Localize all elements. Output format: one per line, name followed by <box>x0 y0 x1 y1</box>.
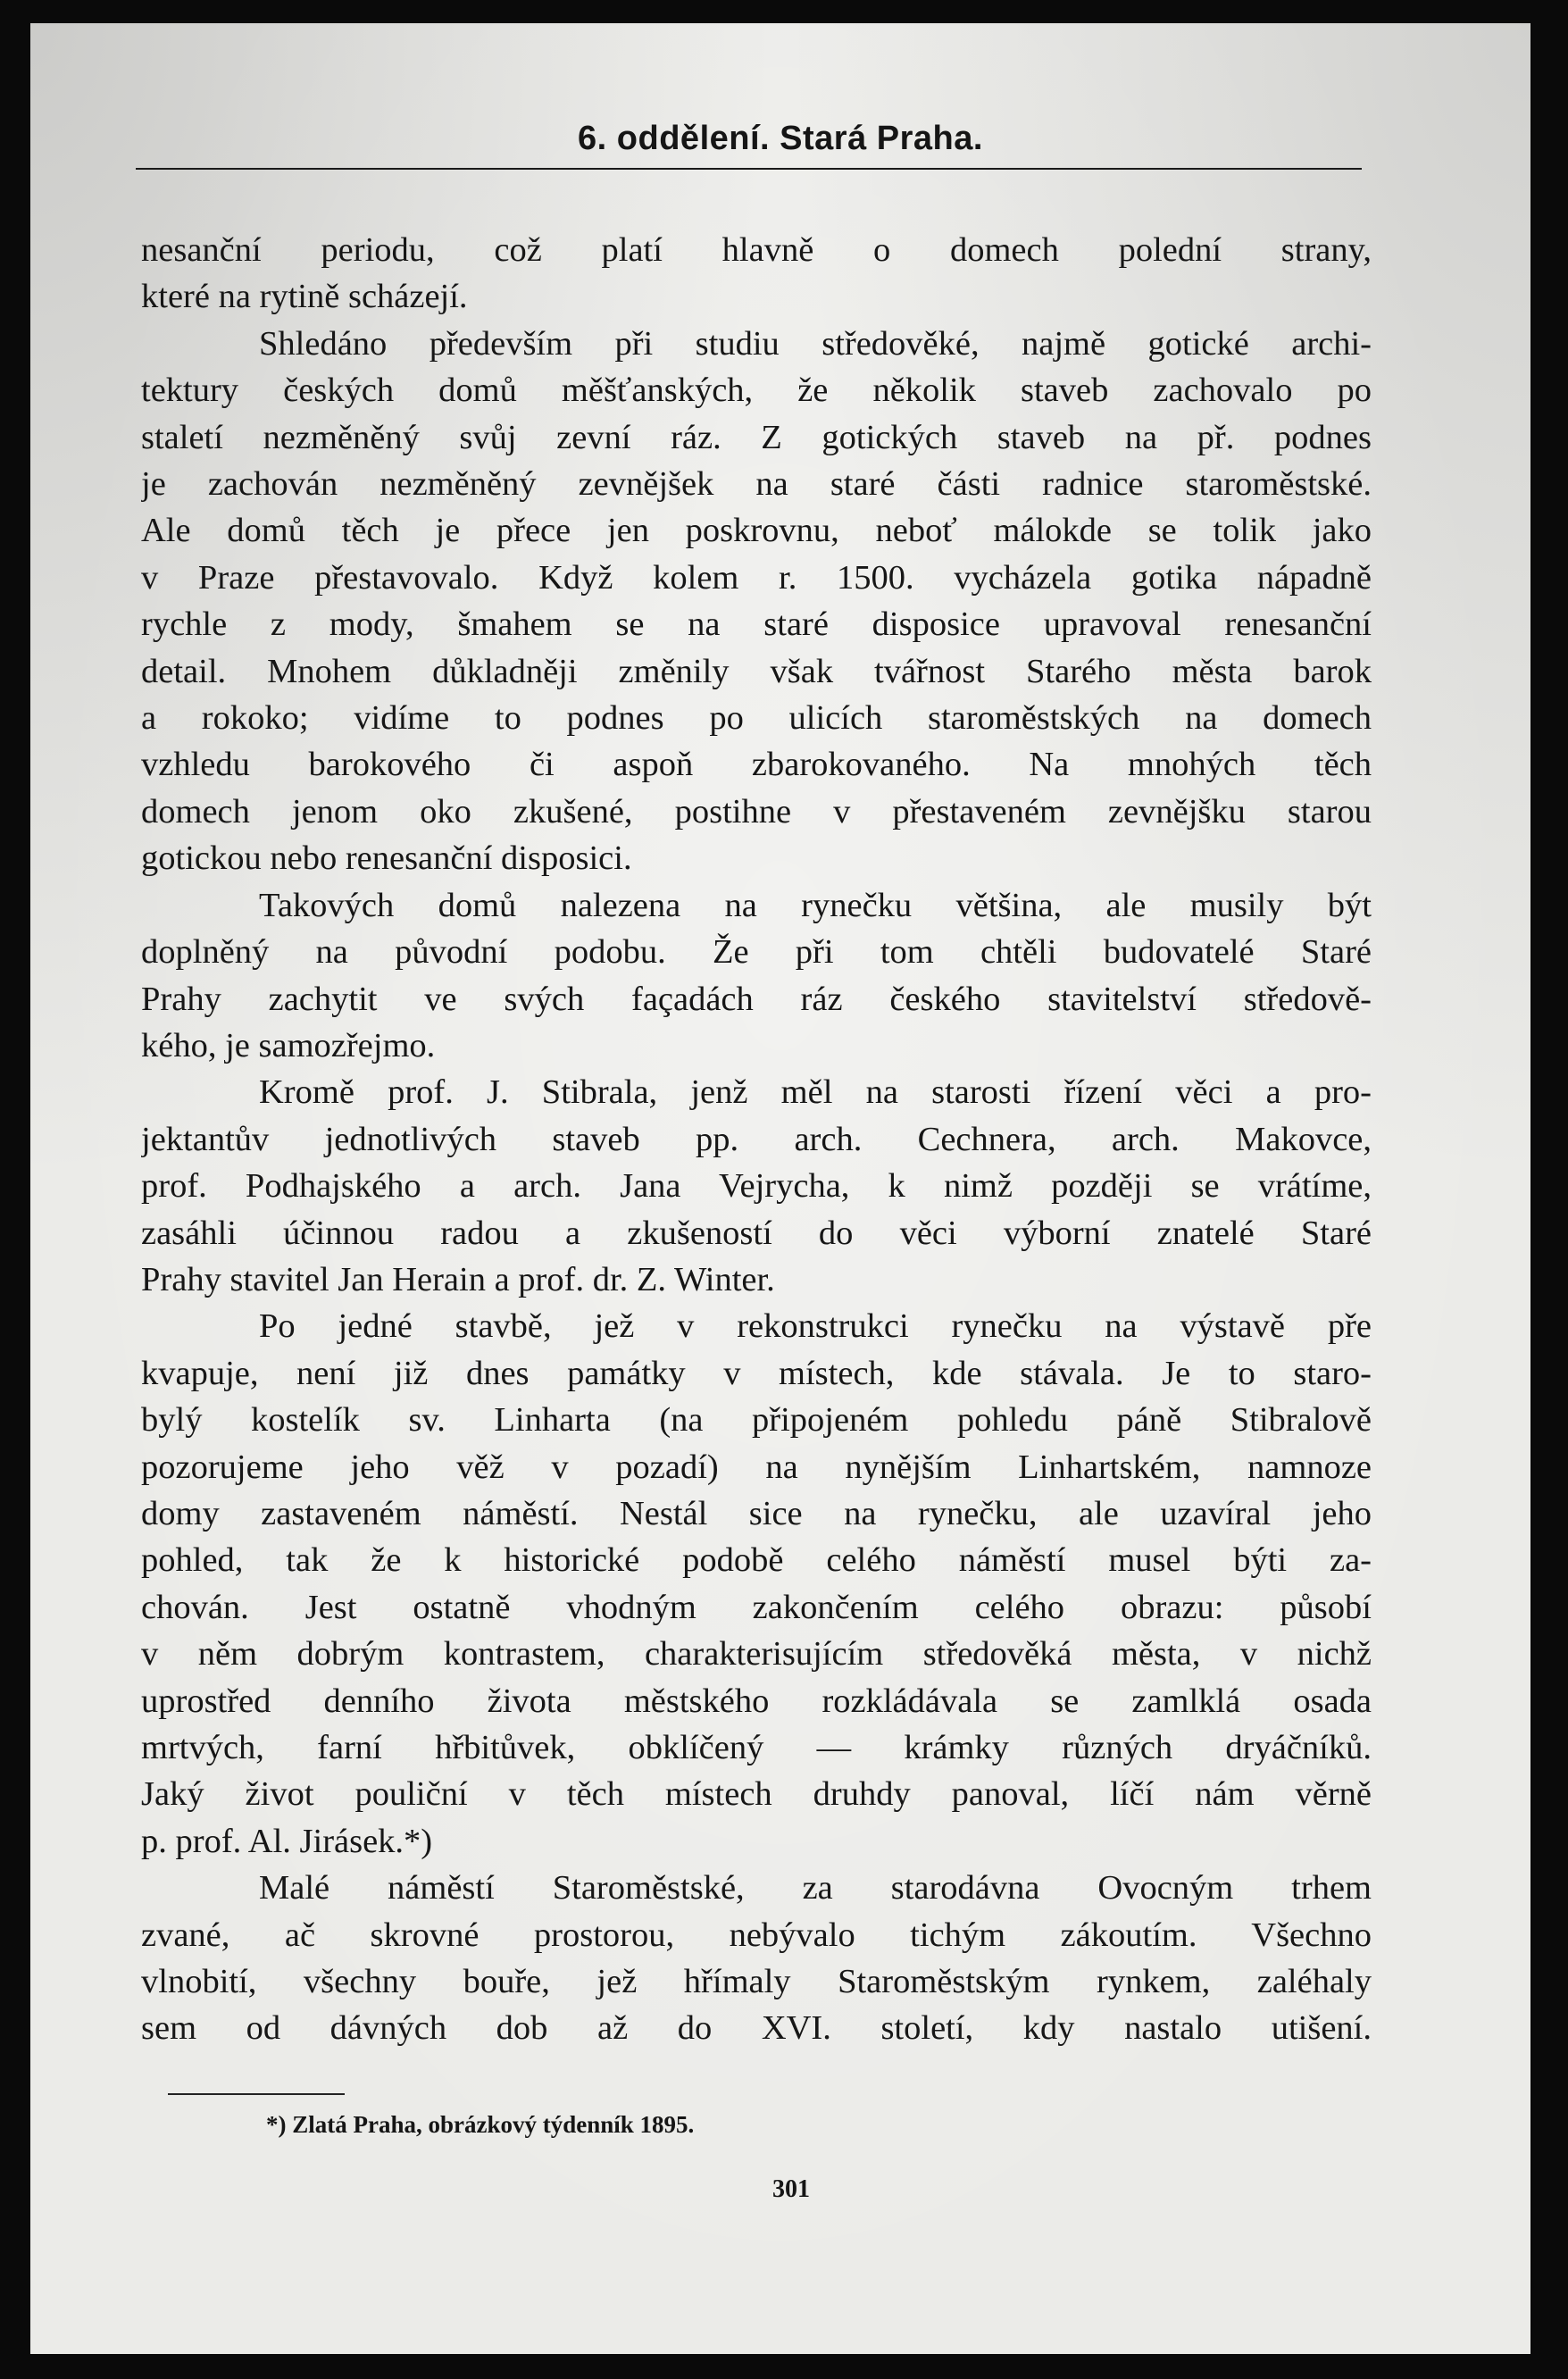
footnote: *) Zlatá Praha, obrázkový týdenník 1895. <box>266 2111 695 2138</box>
header-rule <box>136 168 1362 170</box>
text-line: p. prof. Al. Jirásek.*) <box>141 1822 433 1860</box>
text-line: uprostřed denního života městského rozkládávala se zamlklá osada <box>141 1682 1372 1720</box>
text-line: nesanční periodu, což platí hlavně o domech polední strany, <box>141 231 1372 269</box>
text-line: Kromě prof. J. Stibrala, jenž měl na starosti řízení věci a pro- <box>259 1073 1372 1112</box>
text-line: vlnobití, všechny bouře, jež hřímaly Staroměstským rynkem, zaléhaly <box>141 1963 1372 2001</box>
text-line: Po jedné stavbě, jež v rekonstrukci rynečku na výstavě pře <box>259 1307 1372 1346</box>
text-line: v něm dobrým kontrastem, charakterisujícím středověká města, v nichž <box>141 1635 1372 1674</box>
text-line: v Praze přestavovalo. Když kolem r. 1500. vycházela gotika nápadně <box>141 558 1372 597</box>
text-line: Prahy stavitel Jan Herain a prof. dr. Z. Winter. <box>141 1260 775 1298</box>
text-line: Takových domů nalezena na rynečku většina, ale musily být <box>259 886 1372 924</box>
body-text <box>141 227 1372 2052</box>
text-line: kého, je samozřejmo. <box>141 1026 436 1064</box>
text-line: jektantův jednotlivých staveb pp. arch. Cechnera, arch. Makovce, <box>141 1120 1372 1158</box>
text-line: gotickou nebo renesanční disposici. <box>141 839 632 878</box>
text-line: kvapuje, není již dnes památky v místech, kde stávala. Je to staro- <box>141 1354 1372 1392</box>
running-head: 6. oddělení. Stará Praha. <box>578 120 983 157</box>
text-line: zvané, ač skrovné prostorou, nebývalo tichým zákoutím. Všechno <box>141 1916 1372 1954</box>
text-line: které na rytině scházejí. <box>141 278 468 316</box>
text-line: bylý kostelík sv. Linharta (na připojeném pohledu páně Stibralově <box>141 1401 1372 1440</box>
text-line: staletí nezměněný svůj zevní ráz. Z gotických staveb na př. podnes <box>141 418 1372 456</box>
text-line: vzhledu barokového či aspoň zbarokovaného. Na mnohých těch <box>141 746 1372 784</box>
text-line: pohled, tak že k historické podobě celého náměstí musel býti za- <box>141 1541 1372 1580</box>
text-line: doplněný na původní podobu. Že při tom chtěli budovatelé Staré <box>141 933 1372 972</box>
text-line: Prahy zachytit ve svých façadách ráz českého stavitelství středově- <box>141 980 1372 1018</box>
document-page <box>30 23 1530 2354</box>
text-line: mrtvých, farní hřbitůvek, obklíčený — krámky různých dryáčníků. <box>141 1729 1372 1766</box>
text-line: Ale domů těch je přece jen poskrovnu, neboť málokde se tolik jako <box>141 512 1372 550</box>
text-line: a rokoko; vidíme to podnes po ulicích staroměstských na domech <box>141 699 1372 738</box>
text-line: pozorujeme jeho věž v pozadí) na nynějším Linhartském, namnoze <box>141 1448 1372 1486</box>
text-line: je zachován nezměněný zevnějšek na staré části radnice staroměstské. <box>141 465 1372 504</box>
text-line: detail. Mnohem důkladněji změnily však tvářnost Starého města barok <box>141 652 1372 690</box>
text-line: chován. Jest ostatně vhodným zakončením celého obrazu: působí <box>141 1588 1372 1626</box>
text-line: prof. Podhajského a arch. Jana Vejrycha, k nimž později se vrátíme, <box>141 1167 1372 1206</box>
text-line: rychle z mody, šmahem se na staré disposice upravoval renesanční <box>141 605 1372 644</box>
text-line: zasáhli účinnou radou a zkušeností do věci výborní znatelé Staré <box>141 1214 1372 1252</box>
text-line: sem od dávných dob až do XVI. století, kdy nastalo utišení. <box>141 2009 1372 2048</box>
text-line: Shledáno především při studiu středověké, najmě gotické archi- <box>259 324 1372 363</box>
page-number: 301 <box>772 2175 810 2203</box>
text-line: domech jenom oko zkušené, postihne v přestaveném zevnějšku starou <box>141 792 1372 831</box>
text-line: Jaký život pouliční v těch místech druhdy panoval, líčí nám věrně <box>141 1775 1372 1814</box>
footnote-rule <box>168 2093 345 2095</box>
text-line: tektury českých domů měšťanských, že několik staveb zachovalo po <box>141 371 1372 410</box>
text-line: domy zastaveném náměstí. Nestál sice na rynečku, ale uzavíral jeho <box>141 1494 1372 1532</box>
text-line: Malé náměstí Staroměstské, za starodávna Ovocným trhem <box>259 1869 1372 1907</box>
